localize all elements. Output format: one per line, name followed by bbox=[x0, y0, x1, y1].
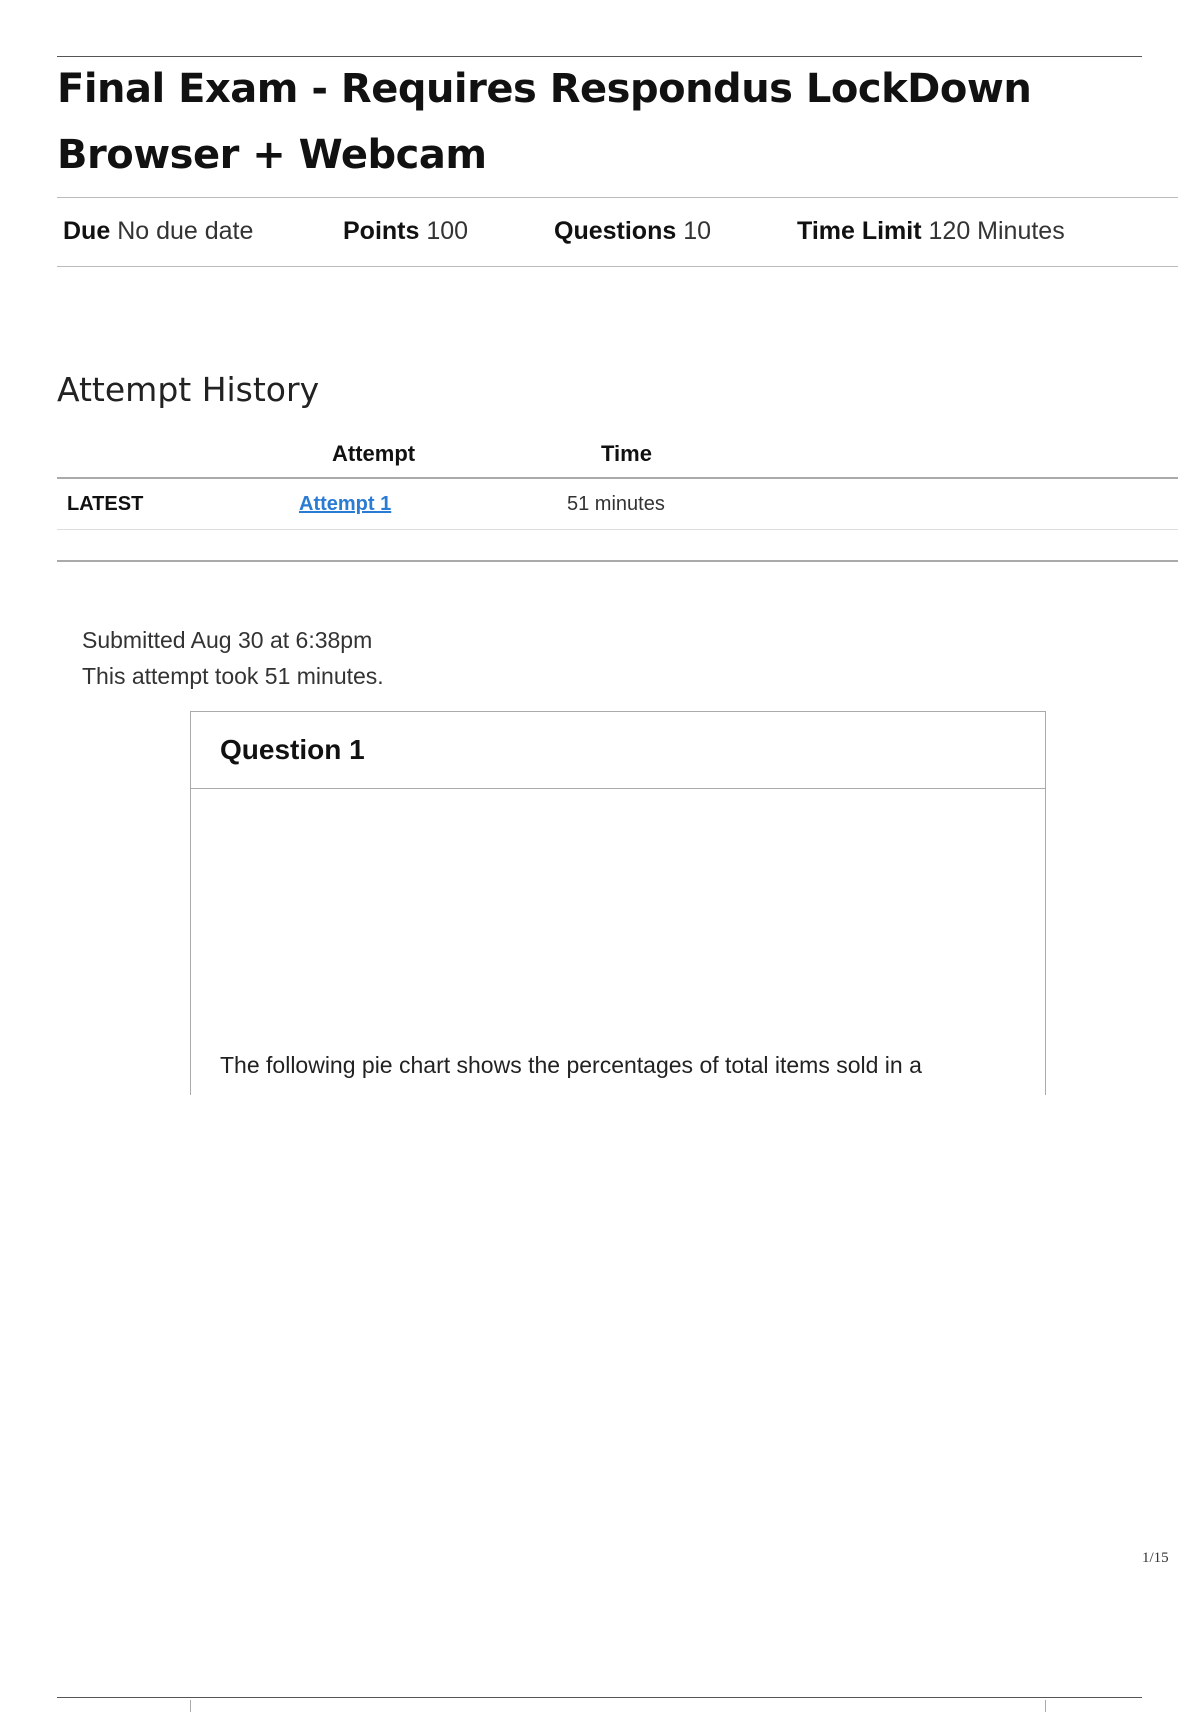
points-info bbox=[343, 217, 468, 246]
questions-label: Questions bbox=[554, 217, 677, 245]
column-header-time: Time bbox=[601, 441, 652, 466]
time-limit-info bbox=[797, 217, 1065, 246]
due-label: Due bbox=[63, 217, 111, 245]
page-number: 1/15 bbox=[1142, 1550, 1169, 1566]
page-title: Final Exam - Requires Respondus LockDown Browser + Webcam bbox=[57, 66, 1032, 178]
questions-info bbox=[554, 217, 711, 246]
due-info bbox=[63, 217, 253, 246]
question-text: The following pie chart shows the percentages of total items sold in a bbox=[220, 1052, 922, 1078]
questions-value: 10 bbox=[683, 217, 712, 245]
section-divider bbox=[57, 560, 1178, 562]
submission-info bbox=[82, 622, 384, 694]
question-title: Question 1 bbox=[220, 734, 365, 765]
table-row bbox=[57, 479, 1178, 530]
bottom-rule bbox=[57, 1697, 1142, 1698]
page-blank-area bbox=[0, 1095, 1200, 1700]
latest-label: LATEST bbox=[67, 493, 144, 515]
attempt-time: 51 minutes bbox=[567, 493, 665, 515]
question-header bbox=[191, 712, 1045, 789]
quiz-meta-bar bbox=[57, 197, 1178, 267]
time-limit-label: Time Limit bbox=[797, 217, 922, 245]
time-limit-value: 120 Minutes bbox=[928, 217, 1065, 245]
attempt-history-heading: Attempt History bbox=[57, 370, 320, 409]
column-header-attempt: Attempt bbox=[332, 441, 416, 466]
points-value: 100 bbox=[426, 217, 469, 245]
submitted-date: Submitted Aug 30 at 6:38pm bbox=[82, 627, 373, 653]
points-label: Points bbox=[343, 217, 420, 245]
attempt-1-link[interactable]: Attempt 1 bbox=[299, 493, 392, 515]
attempt-duration: This attempt took 51 minutes. bbox=[82, 663, 384, 689]
due-value: No due date bbox=[117, 217, 254, 245]
